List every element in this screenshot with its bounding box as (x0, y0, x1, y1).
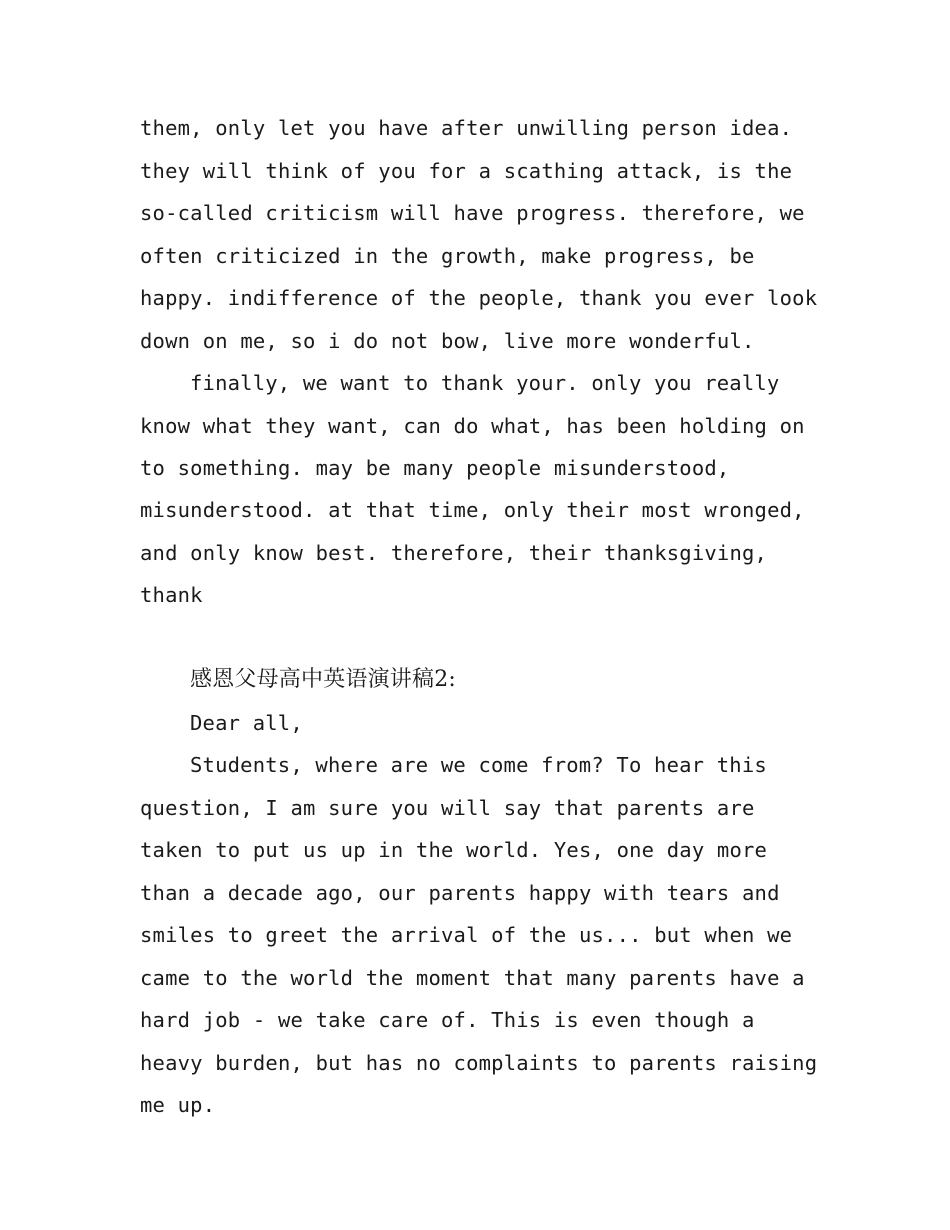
text-line: often criticized in the growth, make progress, be (140, 244, 755, 268)
text-line: than a decade ago, our parents happy with tears and (140, 881, 780, 905)
text-line: them, only let you have after unwilling person idea. (140, 116, 793, 140)
text-line: question, I am sure you will say that parents are (140, 796, 755, 820)
text-line: to something. may be many people misunderstood, (140, 456, 730, 480)
text-line: thank (140, 583, 203, 607)
section-heading: 感恩父母高中英语演讲稿2: (190, 667, 457, 692)
text-line: and only know best. therefore, their thanksgiving, (140, 541, 768, 565)
text-line: came to the world the moment that many parents have a (140, 966, 805, 990)
greeting-line: Dear all, (190, 711, 303, 735)
paragraph-start-line: Students, where are we come from? To hear this (190, 753, 767, 777)
text-line: smiles to greet the arrival of the us... but when we (140, 923, 793, 947)
text-line: hard job - we take care of. This is even though a (140, 1008, 755, 1032)
text-line: so-called criticism will have progress. therefore, we (140, 201, 805, 225)
text-line: taken to put us up in the world. Yes, one day more (140, 838, 768, 862)
text-line: happy. indifference of the people, thank you ever look (140, 286, 818, 310)
text-line: misunderstood. at that time, only their most wronged, (140, 498, 805, 522)
text-line: down on me, so i do not bow, live more wonderful. (140, 329, 755, 353)
text-line: me up. (140, 1093, 216, 1117)
text-line: know what they want, can do what, has been holding on (140, 414, 805, 438)
text-line: heavy burden, but has no complaints to parents raising (140, 1051, 818, 1075)
paragraph-start-line: finally, we want to thank your. only you really (190, 371, 780, 395)
text-line: they will think of you for a scathing attack, is the (140, 159, 793, 183)
